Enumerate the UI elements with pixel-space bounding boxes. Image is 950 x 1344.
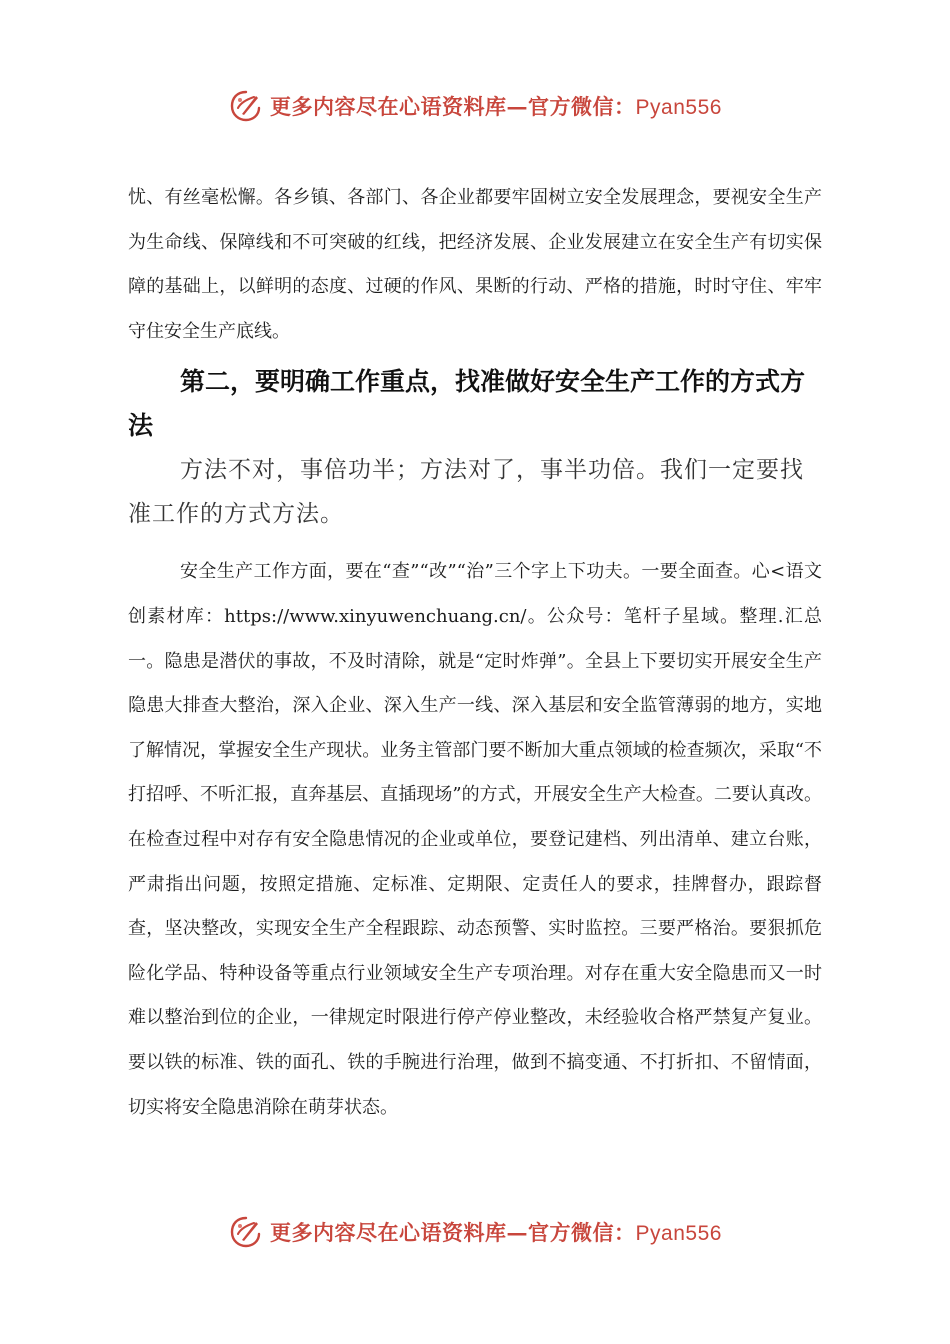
quill-swirl-icon bbox=[228, 1214, 264, 1250]
section-heading: 第二，要明确工作重点，找准做好安全生产工作的方式方法 bbox=[128, 367, 806, 441]
paragraph-continued: 忧、有丝毫松懈。各乡镇、各部门、各企业都要牢固树立安全发展理念，要视安全生产为生命线、保障线和不可突破的红线，把经济发展、企业发展建立在安全生产有切实保障的基础上，以鲜明的态度、过硬的作风、果断的行动、严格的措施，时时守住、牢牢守住安全生产底线。 bbox=[128, 187, 822, 342]
quill-swirl-icon bbox=[228, 88, 264, 124]
document-body bbox=[128, 176, 822, 1130]
header-banner-wechat-label: 官方微信： bbox=[528, 94, 636, 119]
section-lead: 方法不对，事倍功半；方法对了，事半功倍。我们一定要找准工作的方式方法。 bbox=[128, 457, 804, 528]
footer-banner-text bbox=[270, 1217, 722, 1247]
footer-banner-title: 更多内容尽在心语资料库 bbox=[270, 1220, 507, 1245]
header-banner-wechat-id: Pyan556 bbox=[635, 96, 722, 119]
header-banner-title: 更多内容尽在心语资料库 bbox=[270, 94, 507, 119]
paragraph-body: 安全生产工作方面，要在“查”“改”“治”三个字上下功夫。一要全面查。心<语文创素材库：https://www.xinyuwenchuang.cn/。公众号：笔杆子星域。整理.汇总一。隐患是潜伏的事故，不及时清除，就是“定时炸弹”。全县上下要切实开展安全生产隐患大排查大整治，深入企业、深入生产一线、深入基层和安全监管薄弱的地方，实地了解情况，掌握安全生产现状。业务主管部门要不断加大重点领域的检查频次，采取“不打招呼、不听汇报，直奔基层、直插现场”的方式，开展安全生产大检查。二要认真改。在检查过程中对存有安全隐患情况的企业或单位，要登记建档、列出清单、建立台账，严肃指出问题，按照定措施、定标准、定期限、定责任人的要求，挂牌督办，跟踪督查，坚决整改，实现安全生产全程跟踪、动态预警、实时监控。三要严格治。要狠抓危险化学品、特种设备等重点行业领域安全生产专项治理。对存在重大安全隐患而又一时难以整治到位的企业，一律规定时限进行停产停业整改，未经验收合格严禁复产复业。要以铁的标准、铁的面孔、铁的手腕进行治理，做到不搞变通、不打折扣、不留情面，切实将安全隐患消除在萌芽状态。 bbox=[128, 561, 822, 1118]
header-banner-dash: — bbox=[506, 94, 529, 119]
footer-banner-wechat-id: Pyan556 bbox=[635, 1222, 722, 1245]
header-banner bbox=[0, 84, 950, 128]
header-banner-text bbox=[270, 91, 722, 121]
footer-banner-dash: — bbox=[506, 1220, 529, 1245]
footer-banner bbox=[0, 1210, 950, 1254]
footer-banner-wechat-label: 官方微信： bbox=[528, 1220, 636, 1245]
